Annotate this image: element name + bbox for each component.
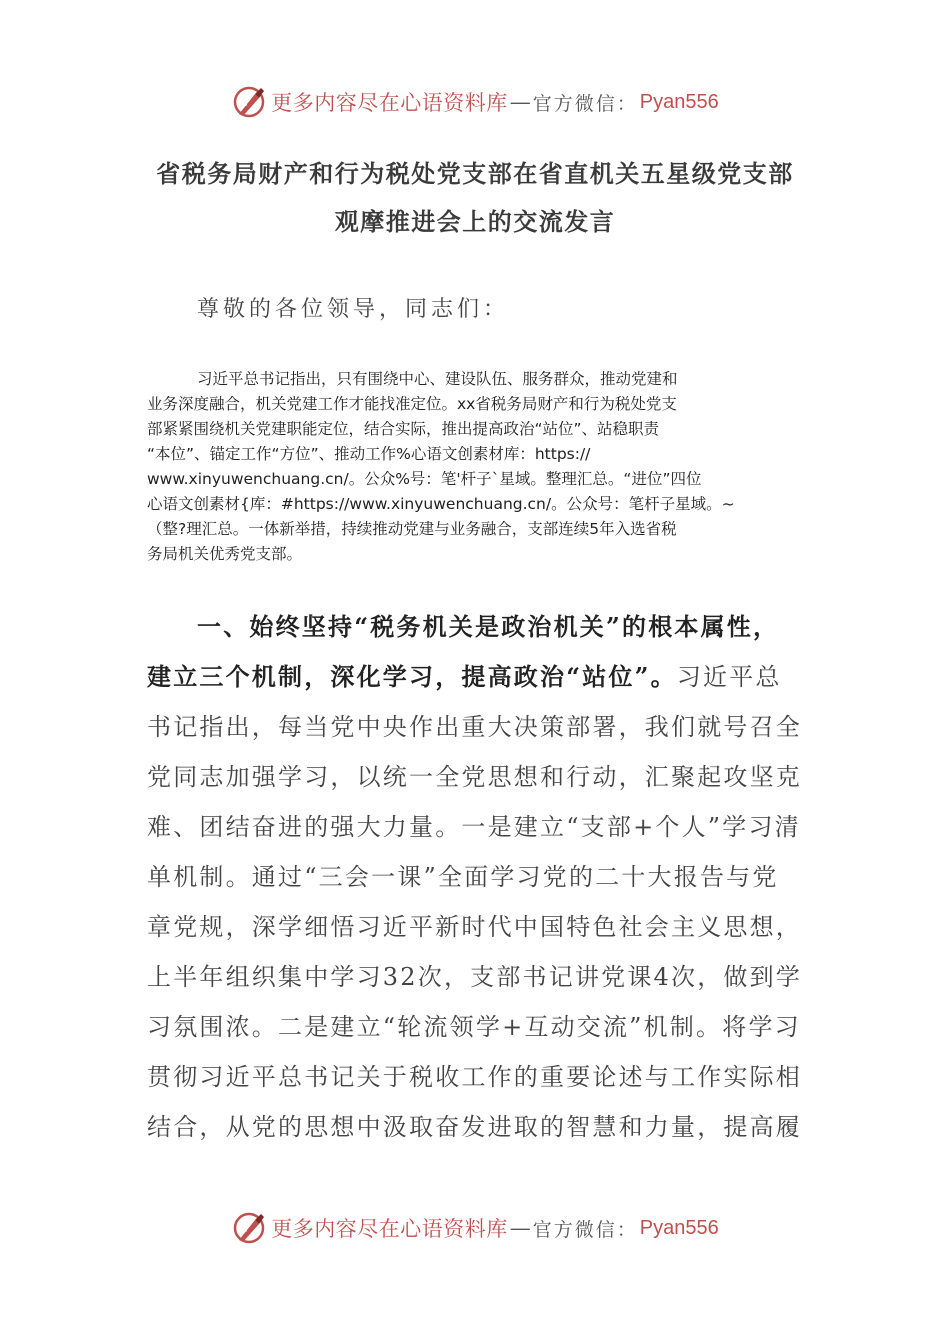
body-text: 习近平总 — [676, 663, 782, 691]
intro-line: “本位”、锚定工作“方位”、推动工作%心语文创素材库：https:// — [147, 445, 591, 463]
intro-line: www.xinyuwenchuang.cn/。公众%号：笔'杆子`星域。整理汇总。“进位”四位 — [147, 470, 702, 488]
intro-line: 习近平总书记指出，只有围绕中心、建设队伍、服务群众，推动党建和 — [197, 370, 678, 388]
banner-wechat-id: Pyan556 — [639, 1216, 719, 1239]
intro-line: 部紧紧围绕机关党建职能定位，结合实际，推出提高政治“站位”、站稳职责 — [147, 420, 660, 438]
body-line: 贯彻习近平总书记关于税收工作的重要论述与工作实际相 — [147, 1063, 802, 1091]
banner-sub-text: 官方微信： — [532, 1218, 638, 1241]
intro-paragraph — [147, 367, 807, 567]
section-heading-text: 建立三个机制，深化学习，提高政治“站位”。 — [147, 662, 677, 691]
footer-watermark-banner — [0, 1208, 950, 1248]
section-1-paragraph — [147, 602, 803, 1152]
banner-sub-text: 官方微信： — [532, 92, 638, 115]
body-line: 结合，从党的思想中汲取奋发进取的智慧和力量，提高履 — [147, 1113, 802, 1141]
pen-nib-icon — [231, 1210, 267, 1246]
body-line: 书记指出，每当党中央作出重大决策部署，我们就号召全 — [147, 713, 802, 741]
body-line: 难、团结奋进的强大力量。一是建立“支部+个人”学习清 — [147, 813, 801, 841]
banner-wechat-id: Pyan556 — [639, 90, 719, 113]
body-line: 党同志加强学习，以统一全党思想和行动，汇聚起攻坚克 — [147, 763, 802, 791]
intro-line: 心语文创素材{库：#https://www.xinyuwenchuang.cn/。公众号：笔杆子星域。~ — [147, 495, 735, 513]
body-line — [147, 652, 797, 702]
banner-main-text: 更多内容尽在心语资料库 — [271, 1217, 508, 1241]
intro-line: 务局机关优秀党支部。 — [147, 545, 303, 563]
body-line: 章党规，深学细悟习近平新时代中国特色社会主义思想， — [147, 913, 802, 941]
banner-main-text: 更多内容尽在心语资料库 — [271, 91, 508, 115]
banner-dash: — — [509, 90, 531, 114]
body-line: 单机制。通过“三会一课”全面学习党的二十大报告与党 — [147, 863, 779, 891]
intro-line: 业务深度融合，机关党建工作才能找准定位。xx省税务局财产和行为税处党支 — [147, 395, 677, 413]
document-title-line-2: 观摩推进会上的交流发言 — [334, 207, 616, 236]
body-line: 习氛围浓。二是建立“轮流领学+互动交流”机制。将学习 — [147, 1013, 801, 1041]
header-watermark-banner — [0, 82, 950, 122]
section-heading-line — [147, 602, 797, 652]
greeting: 尊敬的各位领导，同志们： — [197, 297, 510, 322]
body-line: 上半年组织集中学习32次，支部书记讲党课4次，做到学 — [147, 963, 803, 991]
pen-nib-icon — [231, 84, 267, 120]
intro-line: （整?理汇总。一体新举措，持续推动党建与业务融合，支部连续5年入选省税 — [147, 520, 677, 538]
banner-dash: — — [509, 1216, 531, 1240]
section-heading-text: 一、始终坚持“税务机关是政治机关”的根本属性， — [197, 612, 780, 641]
document-title-line-1: 省税务局财产和行为税处党支部在省直机关五星级党支部 — [156, 159, 794, 188]
